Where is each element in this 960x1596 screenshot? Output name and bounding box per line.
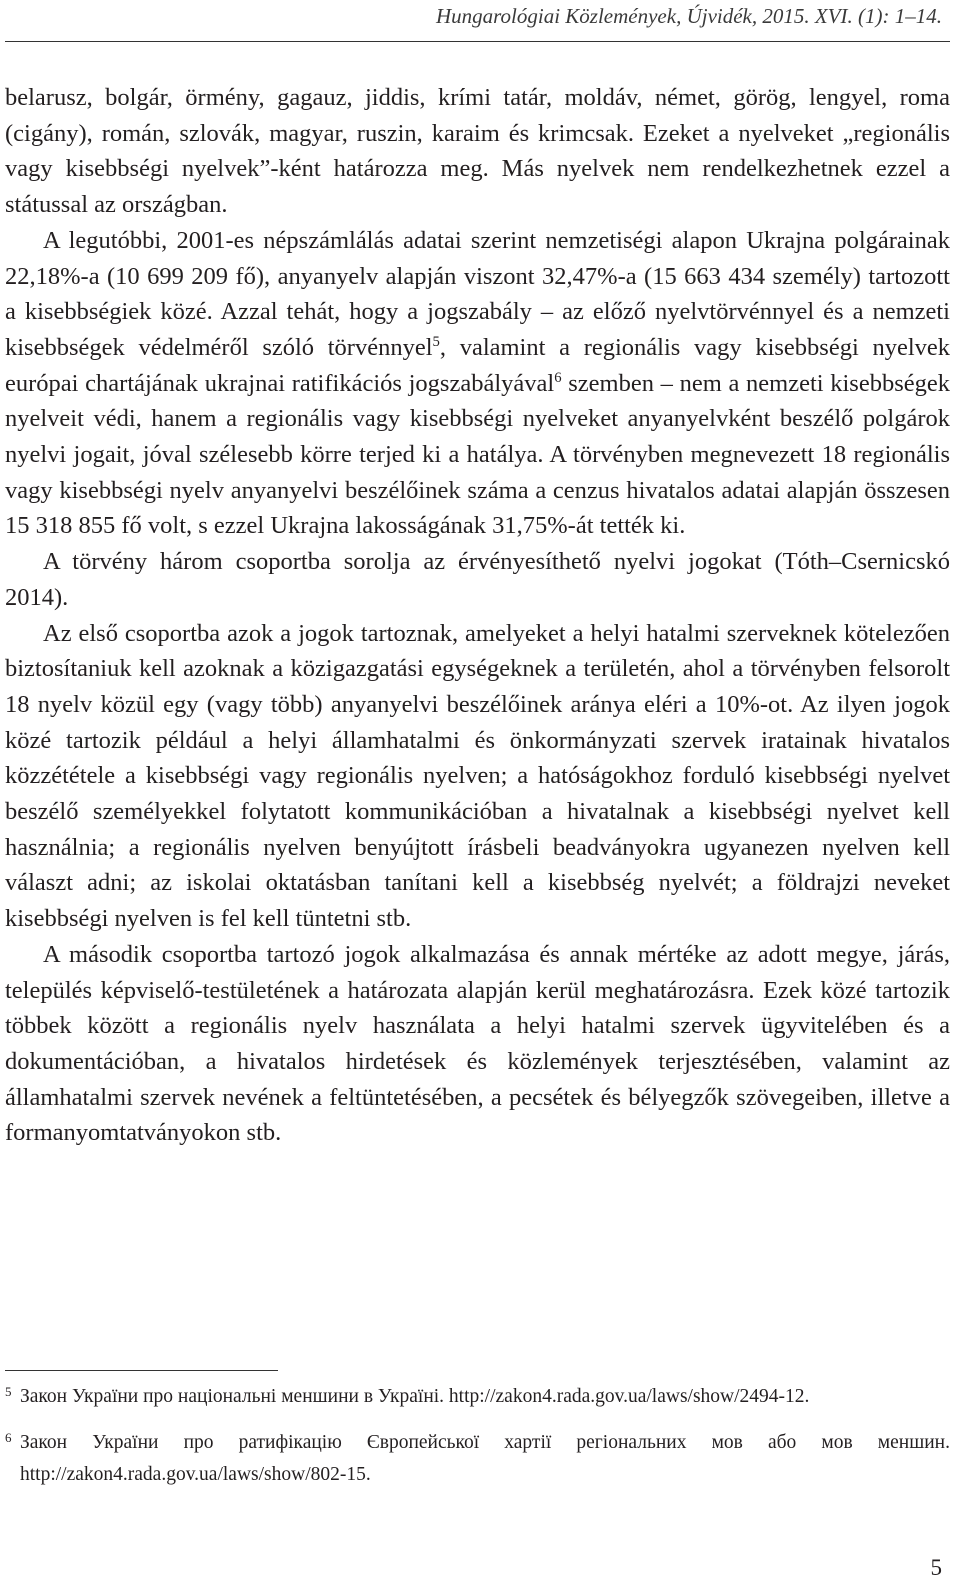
footnote-6 [5, 1427, 950, 1491]
footnote-ref-5[interactable]: 5 [432, 333, 440, 350]
footnote-ref-6[interactable]: 6 [554, 369, 562, 386]
paragraph-text: , valamint a regionális vagy kisebbségi nyelvek európai chartájának ukrajnai ratifikációs jogszabályával [5, 333, 951, 397]
paragraph-text: A második csoportba tartozó jogok alkalmazása és annak mértéke az adott megye, járás, település képviselő-testületének a határozata alapján kerül meghatározásra. Ezek közé tartozik többek között a regionális nyelv használata a helyi hatalmi szervek ügyvitelében és a dokumentációban, a hivatalos hirdetések és közlemények terjesztésében, valamint az államhatalmi szervek nevének a feltüntetésében, a pecsétek és bélyegzők szövegeiben, illetve a formanyomtatványokon stb. [5, 940, 950, 1147]
paragraph-text: A legutóbbi, 2001-es népszámlálás adatai szerint nemzetiségi alapon Ukrajna polgárainak 22,18%-a (10 699 209 fő), anyanyelv alapján viszont 32,47%-a (15 663 434 személy) tartozott a kisebbségiek közé. Azzal tehát, hogy a jogszabály – az előző nyelvtörvénnyel és a nemzeti kisebbségek védelméről szóló törvénnyel [5, 226, 950, 361]
footnotes [5, 1381, 950, 1491]
paragraph-second-group [5, 937, 950, 1151]
paragraph-first-group [5, 616, 950, 937]
footnote-rule [5, 1370, 278, 1371]
paragraph-census [5, 223, 950, 544]
paragraph-text: szemben – nem a nemzeti kisebbségek nyelveit védi, hanem a regionális vagy kisebbségi nyelveket anyanyelvként beszélő polgárok nyelvi jogait, jóval szélesebb körre terjed ki a hatálya. A törvényben megnevezett 18 regionális vagy kisebbségi nyelv anyanyelvi beszélőinek száma a cenzus hivatalos adatai alapján összesen 15 318 855 fő volt, s ezzel Ukrajna lakosságának 31,75%-át tették ki. [5, 369, 950, 540]
footnote-text: Закон України про ратифікацію Європейської хартії регіональних мов або мов меншин. http://zakon4.rada.gov.ua/laws/show/802-15. [20, 1432, 950, 1485]
footnote-5 [5, 1381, 950, 1413]
paragraph-three-groups [5, 544, 950, 615]
footnote-number: 6 [5, 1430, 12, 1445]
paragraph-text: belarusz, bolgár, örmény, gagauz, jiddis, krími tatár, moldáv, német, görög, lengyel, roma (cigány), román, szlovák, magyar, ruszin, karaim és krimcsak. Ezeket a nyelveket „regionális vagy kisebbségi nyelvek”-ként határozza meg. Más nyelvek nem rendelkezhetnek ezzel a státussal az országban. [5, 84, 950, 219]
paragraph-continued [5, 80, 950, 223]
header-rule [5, 41, 950, 42]
running-header: Hungarológiai Közlemények, Újvidék, 2015. XVI. (1): 1–14. [435, 4, 942, 28]
page-number: 5 [930, 1555, 942, 1580]
footnote-number: 5 [5, 1384, 12, 1399]
footnote-text: Закон України про національні меншини в Україні. http://zakon4.rada.gov.ua/laws/show/2494-12. [20, 1386, 810, 1407]
paragraph-text: A törvény három csoportba sorolja az érvényesíthető nyelvi jogokat (Tóth–Csernicskó 2014). [5, 548, 950, 611]
article-body [5, 80, 950, 1151]
paragraph-text: Az első csoportba azok a jogok tartoznak, amelyeket a helyi hatalmi szerveknek kötelezően biztosítaniuk kell azoknak a közigazgatási egységeknek a területén, ahol a törvényben felsorolt 18 nyelv közül egy (vagy több) anyanyelvi beszélőinek aránya eléri a 10%-ot. Az ilyen jogok közé tartozik például a helyi államhatalmi és önkormányzati szervek iratainak hivatalos közzététele a kisebbségi vagy regionális nyelven; a hatóságokhoz forduló kisebbségi nyelvet beszélő személyekkel folytatott kommunikációban a hivatalnak a kisebbségi nyelvet kell használnia; a regionális nyelven benyújtott írásbeli beadványokra ugyanezen nyelven kell választ adni; az iskolai oktatásban tanítani kell a kisebbség nyelvét; a földrajzi neveket kisebbségi nyelven is fel kell tüntetni stb. [5, 619, 950, 933]
